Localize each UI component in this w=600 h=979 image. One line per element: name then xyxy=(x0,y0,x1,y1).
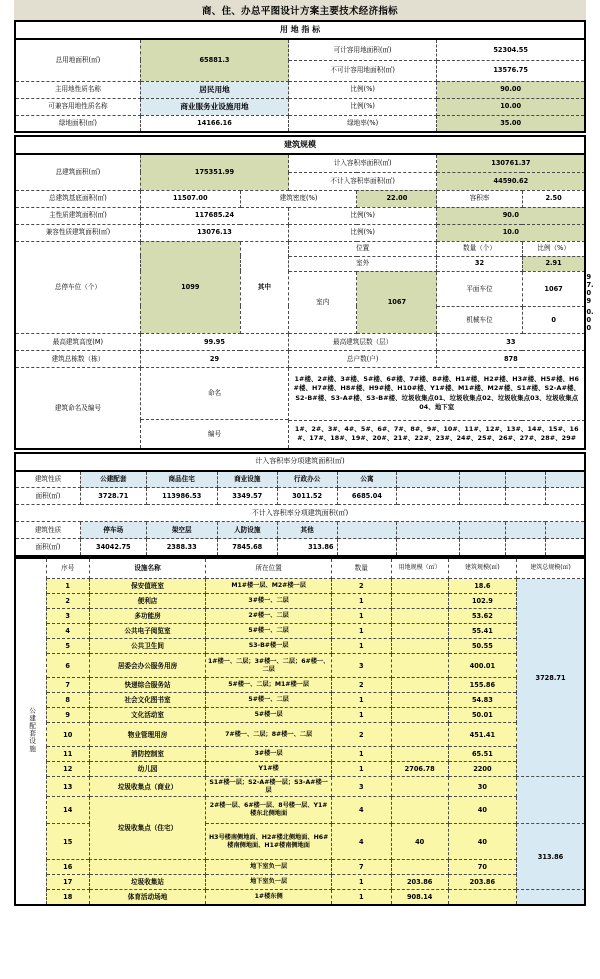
row-16-area: 203.86 xyxy=(448,875,516,890)
plot-ratio-value: 2.50 xyxy=(522,190,585,207)
row-15-area: 70 xyxy=(448,860,516,875)
total-building-area-value: 175351.99 xyxy=(140,154,288,190)
base-area-label: 总建筑基底面积(㎡) xyxy=(15,190,140,207)
table-row xyxy=(15,762,585,777)
row-7-loc: 5#楼一、二层 xyxy=(206,693,331,708)
parking-ratio-header: 比例（%） xyxy=(522,241,585,256)
row-3-land xyxy=(391,624,448,639)
row-7-land xyxy=(391,693,448,708)
row-0-no: 1 xyxy=(46,579,89,594)
row-6-loc: 5#楼一、二层；M1#楼一层 xyxy=(206,678,331,693)
row-4-loc: S3-B#楼一层 xyxy=(206,639,331,654)
row-3-qty: 1 xyxy=(331,624,391,639)
row-4-area: 50.55 xyxy=(448,639,516,654)
row-17-land: 908.14 xyxy=(391,890,448,905)
nonfar-val-4 xyxy=(337,539,397,556)
nonfar-nature-label: 建筑性质 xyxy=(15,522,81,539)
row-14-no: 15 xyxy=(46,824,89,860)
row-9-loc: 7#楼一、二层；8#楼一、二层 xyxy=(206,723,331,747)
facilities-header-loc: 所在位置 xyxy=(206,558,331,579)
table-row xyxy=(15,797,585,824)
nonfar-val-3: 313.86 xyxy=(277,539,337,556)
row-0-name: 保安值班室 xyxy=(89,579,206,594)
table-row xyxy=(15,708,585,723)
table-row xyxy=(15,860,585,875)
table-row xyxy=(15,624,585,639)
row-6-area: 155.86 xyxy=(448,678,516,693)
mech-parking-label: 机械车位 xyxy=(437,306,523,333)
row-0-land xyxy=(391,579,448,594)
facilities-header-no: 序号 xyxy=(46,558,89,579)
row-1-land xyxy=(391,594,448,609)
row-12-qty: 3 xyxy=(331,777,391,797)
row-8-loc: 5#楼一层 xyxy=(206,708,331,723)
row-14-qty: 4 xyxy=(331,824,391,860)
compat-land-type-value: 商业服务业设施用地 xyxy=(140,98,288,115)
max-floors-value: 33 xyxy=(437,333,585,350)
building-count-value: 29 xyxy=(140,350,288,367)
green-ratio-label: 绿地率(%) xyxy=(289,115,437,132)
compat-building-ratio-value: 10.0 xyxy=(437,224,585,241)
building-scale-table xyxy=(14,135,594,450)
compat-building-ratio-label: 比例(%) xyxy=(289,224,437,241)
compat-building-area-label: 兼容性质建筑面积(㎡) xyxy=(15,224,140,241)
green-ratio-value: 35.00 xyxy=(437,115,585,132)
row-4-land xyxy=(391,639,448,654)
flat-parking-label: 平面车位 xyxy=(437,271,523,306)
row-5-no: 6 xyxy=(46,654,89,678)
row-7-qty: 1 xyxy=(331,693,391,708)
row-6-name: 快递综合服务站 xyxy=(89,678,206,693)
row-13-name: 垃圾收集点（住宅） xyxy=(89,797,206,860)
nonfar-land-area-label: 不可计容用地面积(㎡) xyxy=(289,60,437,81)
main-building-ratio-value: 90.0 xyxy=(437,207,585,224)
row-13-qty: 4 xyxy=(331,797,391,824)
far-val-7 xyxy=(505,488,545,505)
row-10-land xyxy=(391,747,448,762)
table-row xyxy=(15,723,585,747)
naming-numbering-label: 建筑命名及编号 xyxy=(15,367,140,449)
total-building-area-label: 总建筑面积(㎡) xyxy=(15,154,140,190)
row-10-qty: 1 xyxy=(331,747,391,762)
nonfar-area-value: 44590.62 xyxy=(437,172,585,190)
nonfar-col-7 xyxy=(505,522,545,539)
main-building-area-value: 117685.24 xyxy=(140,207,288,224)
row-10-no: 11 xyxy=(46,747,89,762)
row-13-land xyxy=(391,797,448,824)
row-8-area: 50.01 xyxy=(448,708,516,723)
row-12-area: 30 xyxy=(448,777,516,797)
compat-land-ratio-label: 比例(%) xyxy=(289,98,437,115)
table-row xyxy=(15,609,585,624)
row-11-area: 2200 xyxy=(448,762,516,777)
far-nature-label: 建筑性质 xyxy=(15,471,81,488)
row-9-qty: 2 xyxy=(331,723,391,747)
row-8-land xyxy=(391,708,448,723)
row-10-name: 消防控制室 xyxy=(89,747,206,762)
outdoor-parking-ratio: 2.91 xyxy=(522,256,585,271)
nonfar-col-8 xyxy=(545,522,585,539)
far-val-8 xyxy=(545,488,585,505)
page-title: 商、住、办总平图设计方案主要技术经济指标 xyxy=(14,0,586,20)
row-8-qty: 1 xyxy=(331,708,391,723)
total-parking-value: 1099 xyxy=(140,241,240,333)
row-15-qty: 7 xyxy=(331,860,391,875)
table-row xyxy=(15,747,585,762)
green-area-value: 14166.16 xyxy=(140,115,288,132)
far-col-4: 公寓 xyxy=(337,471,397,488)
land-indicators-table xyxy=(14,20,586,133)
nonfar-breakdown-heading: 不计入容积率分项建筑面积(㎡) xyxy=(15,505,585,522)
plot-ratio-label: 容积率 xyxy=(437,190,523,207)
nonfar-val-2: 7845.68 xyxy=(217,539,277,556)
nonfar-val-6 xyxy=(460,539,506,556)
row-15-land xyxy=(391,860,448,875)
row-4-no: 5 xyxy=(46,639,89,654)
row-1-qty: 1 xyxy=(331,594,391,609)
table-row xyxy=(15,594,585,609)
far-val-3: 3011.52 xyxy=(277,488,337,505)
row-2-area: 53.62 xyxy=(448,609,516,624)
table-row xyxy=(15,579,585,594)
row-10-area: 65.51 xyxy=(448,747,516,762)
row-0-qty: 2 xyxy=(331,579,391,594)
row-12-loc: S1#楼一层；S2-A#楼一层；S3-A#楼一层 xyxy=(206,777,331,797)
row-1-loc: 3#楼一、二层 xyxy=(206,594,331,609)
nonfar-land-area-value: 13576.75 xyxy=(437,60,585,81)
compat-land-ratio-value: 10.00 xyxy=(437,98,585,115)
main-building-ratio-label: 比例(%) xyxy=(289,207,437,224)
row-9-name: 物业管理用房 xyxy=(89,723,206,747)
row-2-no: 3 xyxy=(46,609,89,624)
row-2-land xyxy=(391,609,448,624)
max-height-value: 99.95 xyxy=(140,333,288,350)
max-floors-label: 最高建筑层数（层） xyxy=(289,333,437,350)
table-row xyxy=(15,678,585,693)
row-0-loc: M1#楼一层、M2#楼一层 xyxy=(206,579,331,594)
row-5-area: 400.01 xyxy=(448,654,516,678)
main-land-type-value: 居民用地 xyxy=(140,81,288,98)
row-7-no: 8 xyxy=(46,693,89,708)
row-1-no: 2 xyxy=(46,594,89,609)
row-3-no: 4 xyxy=(46,624,89,639)
row-12-land xyxy=(391,777,448,797)
main-land-ratio-value: 90.00 xyxy=(437,81,585,98)
facilities-header-qty: 数量 xyxy=(331,558,391,579)
facilities-header-land: 用地规模（㎡） xyxy=(391,558,448,579)
total-waste-facilities: 313.86 xyxy=(517,824,585,890)
row-13-no: 14 xyxy=(46,797,89,824)
row-3-name: 公共电子阅览室 xyxy=(89,624,206,639)
household-count-value: 878 xyxy=(437,350,585,367)
main-land-type-label: 主用地性质名称 xyxy=(15,81,140,98)
nonfar-val-1: 2388.33 xyxy=(146,539,217,556)
row-7-name: 社会文化图书室 xyxy=(89,693,206,708)
nonfar-val-5 xyxy=(397,539,460,556)
row-17-qty: 1 xyxy=(331,890,391,905)
nonfar-val-8 xyxy=(545,539,585,556)
row-6-no: 7 xyxy=(46,678,89,693)
far-land-area-value: 52304.55 xyxy=(437,39,585,60)
indoor-parking-label: 室内 xyxy=(289,271,357,333)
row-11-name: 幼儿园 xyxy=(89,762,206,777)
row-11-qty: 1 xyxy=(331,762,391,777)
parking-count-header: 数量（个） xyxy=(437,241,523,256)
row-9-area: 451.41 xyxy=(448,723,516,747)
household-count-label: 总户数(户) xyxy=(289,350,437,367)
far-val-5 xyxy=(397,488,460,505)
far-area-value: 130761.37 xyxy=(437,154,585,172)
nonfar-col-6 xyxy=(460,522,506,539)
far-col-8 xyxy=(545,471,585,488)
row-15-loc: 地下室负一层 xyxy=(206,860,331,875)
far-val-6 xyxy=(460,488,506,505)
row-17-name: 体育活动场地 xyxy=(89,890,206,905)
far-area-label: 计入容积率面积(㎡) xyxy=(289,154,437,172)
building-names-value: 1#楼、2#楼、3#楼、5#楼、6#楼、7#楼、8#楼、H1#楼、H2#楼、H3#楼、H5#楼、H6#楼、H7#楼、H8#楼、H9#楼、H10#楼、Y1#楼、M1#楼、M2#楼、S1#楼、S2-A#楼、S2-B#楼、S3-A#楼、S3-B#楼、垃圾收集点01、垃圾收集点02、垃圾收集点03、垃圾收集点04、地下室 xyxy=(289,367,585,420)
row-11-no: 12 xyxy=(46,762,89,777)
facilities-side-label-cell xyxy=(15,558,46,905)
far-col-5 xyxy=(397,471,460,488)
nonfar-col-2: 人防设施 xyxy=(217,522,277,539)
total-land-area-value: 65881.3 xyxy=(140,39,288,81)
row-16-name: 垃圾收集站 xyxy=(89,875,206,890)
row-3-area: 55.41 xyxy=(448,624,516,639)
row-6-qty: 2 xyxy=(331,678,391,693)
facilities-header-area: 建筑规模(㎡) xyxy=(448,558,516,579)
building-section-heading: 建筑规模 xyxy=(15,136,585,154)
nonfar-col-4 xyxy=(337,522,397,539)
row-9-no: 10 xyxy=(46,723,89,747)
far-breakdown-heading: 计入容积率分项建筑面积(㎡) xyxy=(15,453,585,471)
far-col-1: 商品住宅 xyxy=(146,471,217,488)
far-val-4: 6685.04 xyxy=(337,488,397,505)
row-3-loc: 5#楼一、二层 xyxy=(206,624,331,639)
row-13-loc: 2#楼一层、6#楼一层、8号楼一层、Y1#楼东北侧地面 xyxy=(206,797,331,824)
table-row xyxy=(15,875,585,890)
nonfar-area-label: 不计入容积率面积(㎡) xyxy=(289,172,437,190)
row-15-name xyxy=(89,860,206,875)
flat-parking-count: 1067 xyxy=(522,271,585,306)
row-17-no: 18 xyxy=(46,890,89,905)
table-row xyxy=(15,639,585,654)
row-5-qty: 3 xyxy=(331,654,391,678)
facilities-header-name: 设施名称 xyxy=(89,558,206,579)
building-count-label: 建筑总栋数（栋） xyxy=(15,350,140,367)
table-row xyxy=(15,777,585,797)
nonfar-val-7 xyxy=(505,539,545,556)
row-12-no: 13 xyxy=(46,777,89,797)
row-5-loc: 1#楼一、二层；3#楼一、二层；6#楼一、二层 xyxy=(206,654,331,678)
row-17-loc: 1#楼东侧 xyxy=(206,890,331,905)
nonfar-col-5 xyxy=(397,522,460,539)
row-16-qty: 1 xyxy=(331,875,391,890)
far-val-2: 3349.57 xyxy=(217,488,277,505)
land-section-heading: 用 地 指 标 xyxy=(15,21,585,39)
row-14-loc: H3号楼南侧地面、H2#楼北侧地面、H6#楼南侧地面、H1#楼南侧地面 xyxy=(206,824,331,860)
mech-parking-count: 0 xyxy=(522,306,585,333)
table-row xyxy=(15,693,585,708)
far-col-3: 行政办公 xyxy=(277,471,337,488)
row-1-name: 便利店 xyxy=(89,594,206,609)
row-13-area: 40 xyxy=(448,797,516,824)
far-land-area-label: 可计容用地面积(㎡) xyxy=(289,39,437,60)
row-4-name: 公共卫生间 xyxy=(89,639,206,654)
row-12-name: 垃圾收集点（商业） xyxy=(89,777,206,797)
far-val-1: 113986.53 xyxy=(146,488,217,505)
outdoor-parking-count: 32 xyxy=(437,256,523,271)
far-breakdown-table xyxy=(14,452,586,557)
row-5-land xyxy=(391,654,448,678)
max-height-label: 最高建筑高度(M) xyxy=(15,333,140,350)
row-17-area xyxy=(448,890,516,905)
row-9-land xyxy=(391,723,448,747)
nonfar-area-row-label: 面积(㎡) xyxy=(15,539,81,556)
row-10-loc: 3#楼一层 xyxy=(206,747,331,762)
row-16-no: 17 xyxy=(46,875,89,890)
row-6-land xyxy=(391,678,448,693)
row-16-land: 203.86 xyxy=(391,875,448,890)
row-2-loc: 2#楼一、二层 xyxy=(206,609,331,624)
building-numbers-value: 1#、2#、3#、4#、5#、6#、7#、8#、9#、10#、11#、12#、13#、14#、15#、16#、17#、18#、19#、20#、21#、22#、23#、24#、25#、26#、27#、28#、29# xyxy=(289,420,585,449)
nonfar-col-0: 停车场 xyxy=(81,522,147,539)
parking-among-label: 其中 xyxy=(240,241,288,333)
far-area-row-label: 面积(㎡) xyxy=(15,488,81,505)
density-value: 22.00 xyxy=(357,190,437,207)
nonfar-val-0: 34042.75 xyxy=(81,539,147,556)
green-area-label: 绿地面积(㎡) xyxy=(15,115,140,132)
row-8-name: 文化活动室 xyxy=(89,708,206,723)
density-label: 建筑密度(%) xyxy=(240,190,357,207)
number-label: 编号 xyxy=(141,420,288,448)
row-0-area: 18.6 xyxy=(448,579,516,594)
row-11-loc: Y1#楼 xyxy=(206,762,331,777)
row-15-no: 16 xyxy=(46,860,89,875)
total-land-area-label: 总用地面积(㎡) xyxy=(15,39,140,81)
row-5-name: 居委会办公服务用房 xyxy=(89,654,206,678)
row-16-loc: 地下室负一层 xyxy=(206,875,331,890)
far-col-7 xyxy=(505,471,545,488)
compat-building-area-value: 13076.13 xyxy=(140,224,288,241)
main-land-ratio-label: 比例(%) xyxy=(289,81,437,98)
row-14-area: 40 xyxy=(448,824,516,860)
row-8-no: 9 xyxy=(46,708,89,723)
total-public-facilities: 3728.71 xyxy=(517,579,585,777)
facilities-header-total: 建筑总规模(㎡) xyxy=(517,558,585,579)
row-2-name: 多功能房 xyxy=(89,609,206,624)
total-blank-left xyxy=(517,890,585,905)
total-spacer-upper xyxy=(517,777,585,824)
row-4-qty: 1 xyxy=(331,639,391,654)
naming-sub-label-group xyxy=(140,367,288,449)
row-14-land: 40 xyxy=(391,824,448,860)
row-1-area: 102.9 xyxy=(448,594,516,609)
compat-land-type-label: 可兼容用地性质名称 xyxy=(15,98,140,115)
indoor-parking-count: 1067 xyxy=(357,271,437,333)
row-2-qty: 1 xyxy=(331,609,391,624)
outdoor-parking-label: 室外 xyxy=(289,256,437,271)
row-11-land: 2706.78 xyxy=(391,762,448,777)
row-7-area: 54.83 xyxy=(448,693,516,708)
table-row xyxy=(15,890,585,905)
nonfar-col-3: 其他 xyxy=(277,522,337,539)
far-col-0: 公建配套 xyxy=(81,471,147,488)
name-label: 命名 xyxy=(207,389,222,398)
base-area-value: 11507.00 xyxy=(140,190,240,207)
main-building-area-label: 主性质建筑面积(㎡) xyxy=(15,207,140,224)
nonfar-col-1: 架空层 xyxy=(146,522,217,539)
far-col-6 xyxy=(460,471,506,488)
facilities-side-label: 公建配套设施 xyxy=(27,707,36,753)
far-col-2: 商业设施 xyxy=(217,471,277,488)
parking-position-header: 位置 xyxy=(289,241,437,256)
table-row xyxy=(15,654,585,678)
facilities-table xyxy=(14,557,586,906)
total-parking-label: 总停车位（个） xyxy=(15,241,140,333)
far-val-0: 3728.71 xyxy=(81,488,147,505)
